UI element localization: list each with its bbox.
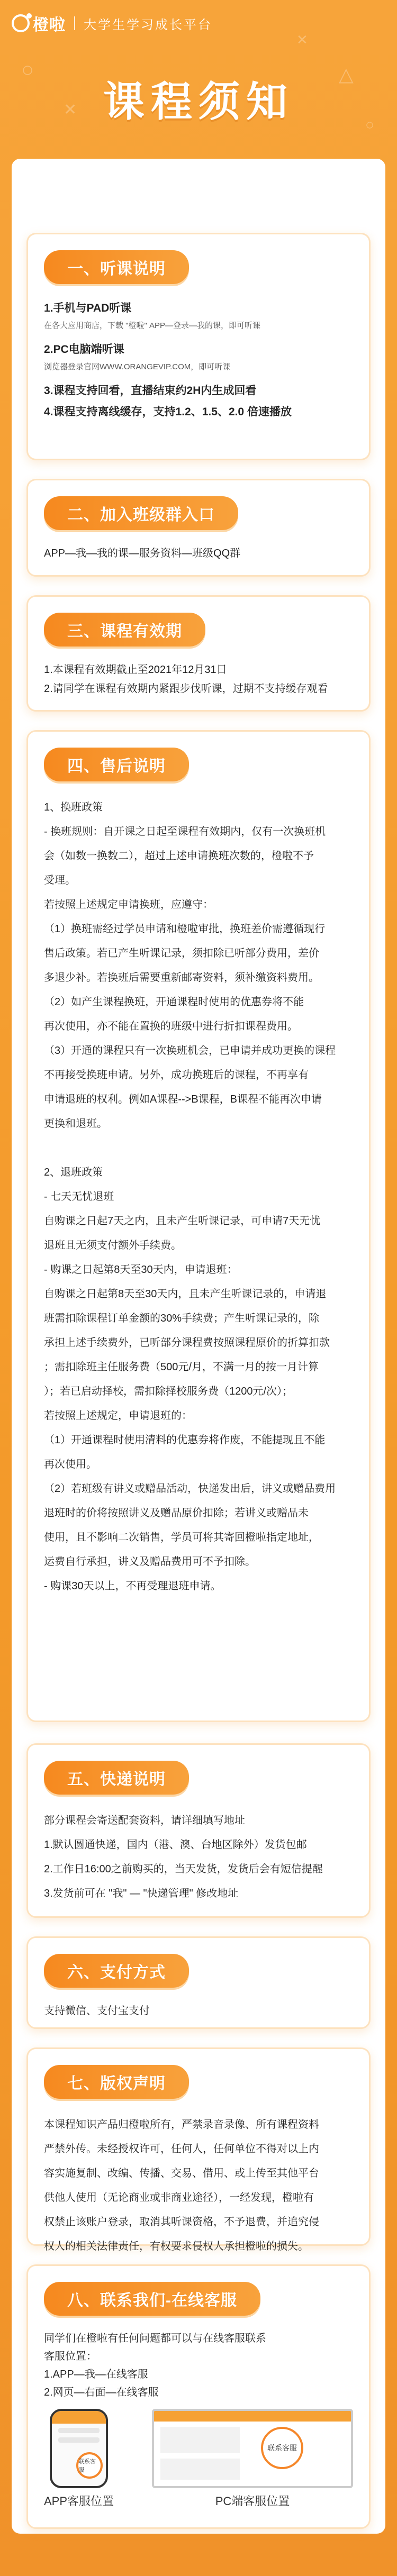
after-sales-line: [44, 1136, 353, 1160]
contact-intro: 同学们在橙啦有任何问题都可以与在线客服联系: [44, 2333, 266, 2344]
delivery-intro: 部分课程会寄送配套资料，请详细填写地址: [44, 1815, 245, 1826]
pc-mockup: [152, 2409, 353, 2488]
after-sales-body: [44, 795, 353, 1598]
listen-item-2-note: 浏览器登录官网WWW.ORANGEVIP.COM，即可听课: [44, 362, 231, 371]
contact-position: 客服位置：: [44, 2351, 97, 2362]
contact-line-2: 2.网页—右面—在线客服: [44, 2387, 159, 2398]
copyright-line: 严禁外传。未经授权许可，任何人，任何单位不得对以上内: [44, 2143, 319, 2155]
section-title: 八、联系我们-在线客服: [44, 2282, 260, 2316]
pc-block: [160, 2459, 240, 2480]
pc-block: [160, 2427, 240, 2453]
section-title: 三、课程有效期: [44, 613, 205, 647]
delivery-line-3: 3.发货前可在 "我" — "快递管理" 修改地址: [44, 1888, 239, 1899]
page-title: 课程须知: [103, 78, 294, 125]
contact-line-1: 1.APP—我—在线客服: [44, 2369, 148, 2380]
after-sales-line: （1）开通课程时使用清料的优惠券将作废，不能提现且不能: [44, 1434, 326, 1446]
pc-caption: PC端客服位置: [215, 2495, 290, 2508]
after-sales-line: 2、退班政策: [44, 1167, 103, 1178]
after-sales-line: 申请退班的权利。例如A课程-->B课程，B课程不能再次申请: [44, 1094, 322, 1105]
after-sales-line: 退班且无须支付额外手续费。: [44, 1240, 182, 1251]
section-title: 二、加入班级群入口: [44, 496, 238, 530]
pc-screenshot: [152, 2409, 353, 2509]
section-validity: [26, 595, 371, 712]
phone-row: [58, 2428, 100, 2433]
deco-shape: ○: [21, 58, 34, 81]
copyright-line: 权人的相关法律责任，有权要求侵权人承担橙啦的损失。: [44, 2241, 309, 2252]
section-title: 五、快递说明: [44, 1761, 189, 1795]
logo-row: [12, 12, 212, 35]
after-sales-line: 受理。: [44, 875, 76, 886]
phone-row: [58, 2437, 100, 2443]
section-title: 六、支付方式: [44, 1954, 189, 1988]
after-sales-line: （2）若班级有讲义或赠品活动，快递发出后，讲义或赠品费用: [44, 1483, 336, 1495]
section-class-group: [26, 479, 371, 577]
after-sales-line: 再次使用，亦不能在置换的班级中进行折扣课程费用。: [44, 1021, 298, 1032]
copyright-line: 供他人使用（无论商业或非商业途径），一经发现，橙啦有: [44, 2192, 314, 2204]
after-sales-line: - 购课之日起第8天至30天内，申请退班：: [44, 1264, 238, 1276]
after-sales-line: 自购课之日起7天之内，且未产生听课记录，可申请7天无忧: [44, 1215, 321, 1227]
logo-icon: [12, 14, 30, 32]
payment-methods: 支持微信、支付宝支付: [44, 2005, 150, 2017]
section-title: 一、听课说明: [44, 250, 189, 284]
copyright-line: 容实施复制、改编、传播、交易、借用、或上传至其他平台: [44, 2168, 319, 2179]
section-after-sales: [26, 730, 371, 1722]
section-title: 四、售后说明: [44, 748, 189, 781]
after-sales-line: 多退少补。若换班后需要重新邮寄资料，须补缴资料费用。: [44, 972, 319, 984]
deco-shape: ✕: [296, 32, 308, 48]
after-sales-line: 承担上述手续费外，已听部分课程费按照课程原价的折算扣款: [44, 1337, 330, 1349]
delivery-line-2: 2.工作日16:00之前购买的，当天发货，发货后会有短信提醒: [44, 1863, 323, 1875]
validity-line-2: 2.请同学在课程有效期内紧跟步伐听课，过期不支持缓存观看: [44, 683, 328, 695]
after-sales-line: - 购课30天以上，不再受理退班申请。: [44, 1580, 221, 1592]
header: [0, 0, 397, 159]
after-sales-line: 班需扣除课程订单金额的30%手续费；产生听课记录的，除: [44, 1313, 320, 1324]
after-sales-line: 再次使用。: [44, 1459, 97, 1470]
app-caption: APP客服位置: [44, 2495, 114, 2508]
validity-line-1: 1.本课程有效期截止至2021年12月31日: [44, 664, 227, 676]
after-sales-line: 售后政策。若已产生听课记录，须扣除已听部分费用，差价: [44, 948, 319, 959]
logo-text: 橙啦: [33, 16, 66, 34]
slogan: 大学生学习成长平台: [84, 17, 212, 32]
after-sales-line: 若按照上述规定，申请退班的：: [44, 1410, 192, 1422]
after-sales-line: ；需扣除班主任服务费（500元/月，不满一月的按一月计算: [44, 1361, 319, 1373]
after-sales-line: 运费自行承担，讲义及赠品费用可不予扣除。: [44, 1556, 256, 1568]
logo-divider: [74, 16, 75, 30]
phone-topbar: [52, 2411, 106, 2424]
phone-service-button[interactable]: 联系客服: [76, 2452, 103, 2479]
after-sales-line: （2）如产生课程换班，开通课程时使用的优惠券将不能: [44, 996, 304, 1008]
after-sales-line: 使用，且不影响二次销售，学员可将其寄回橙啦指定地址，: [44, 1532, 319, 1543]
service-screenshots: [44, 2409, 353, 2509]
listen-item-1-note: 在各大应用商店，下载 "橙啦" APP—登录—我的课，即可听课: [44, 321, 261, 330]
pc-topbar: [154, 2411, 351, 2422]
section-title: 七、版权声明: [44, 2065, 189, 2099]
section-copyright: [26, 2047, 371, 2252]
after-sales-line: （3）开通的课程只有一次换班机会，已申请并成功更换的课程: [44, 1045, 336, 1057]
after-sales-line: - 七天无忧退班: [44, 1191, 114, 1203]
class-group-path: APP—我—我的课—服务资料—班级QQ群: [44, 548, 241, 559]
copyright-line: 权禁止该账户登录，取消其听课资格，不予退费，并追究侵: [44, 2216, 319, 2228]
after-sales-line: 自购课之日起第8天至30天内，且未产生听课记录的，申请退: [44, 1288, 327, 1300]
after-sales-line: 不再接受换班申请。另外，成功换班后的课程，不再享有: [44, 1069, 309, 1081]
after-sales-line: （1）换班需经过学员申请和橙啦审批，换班差价需遵循现行: [44, 923, 326, 935]
listen-item-2: 2.PC电脑端听课: [44, 343, 124, 356]
pc-service-button[interactable]: 联系客服: [261, 2427, 303, 2469]
after-sales-line: - 换班规则：自开课之日起至课程有效期内，仅有一次换班机: [44, 826, 326, 838]
section-payment: [26, 1936, 371, 2029]
delivery-line-1: 1.默认圆通快递，国内（港、澳、台地区除外）发货包邮: [44, 1839, 307, 1851]
listen-item-3: 3.课程支持回看，直播结束约2H内生成回看: [44, 385, 257, 397]
listen-item-1: 1.手机与PAD听课: [44, 302, 132, 314]
section-contact: [26, 2264, 371, 2529]
after-sales-line: 若按照上述规定申请换班，应遵守：: [44, 899, 213, 911]
copyright-line: 本课程知识产品归橙啦所有，严禁录音录像、所有课程资料: [44, 2119, 319, 2131]
after-sales-line: 退班时的价将按照讲义及赠品原价扣除；若讲义或赠品未: [44, 1507, 309, 1519]
after-sales-line: 会（如数一换数二），超过上述申请换班次数的，橙啦不予: [44, 850, 314, 862]
after-sales-line: ）；若已启动择校，需扣除择校服务费（1200元/次）；: [44, 1386, 293, 1397]
deco-shape: △: [339, 63, 354, 85]
section-listening: [26, 233, 371, 460]
deco-shape: ✕: [64, 101, 77, 119]
deco-shape: ○: [365, 116, 374, 133]
listen-item-4: 4.课程支持离线缓存，支持1.2、1.5、2.0 倍速播放: [44, 406, 292, 418]
after-sales-line: 1、换班政策: [44, 802, 103, 813]
after-sales-line: 更换和退班。: [44, 1118, 107, 1130]
app-screenshot: [44, 2409, 114, 2509]
phone-mockup: [50, 2409, 108, 2488]
section-delivery: [26, 1743, 371, 1918]
